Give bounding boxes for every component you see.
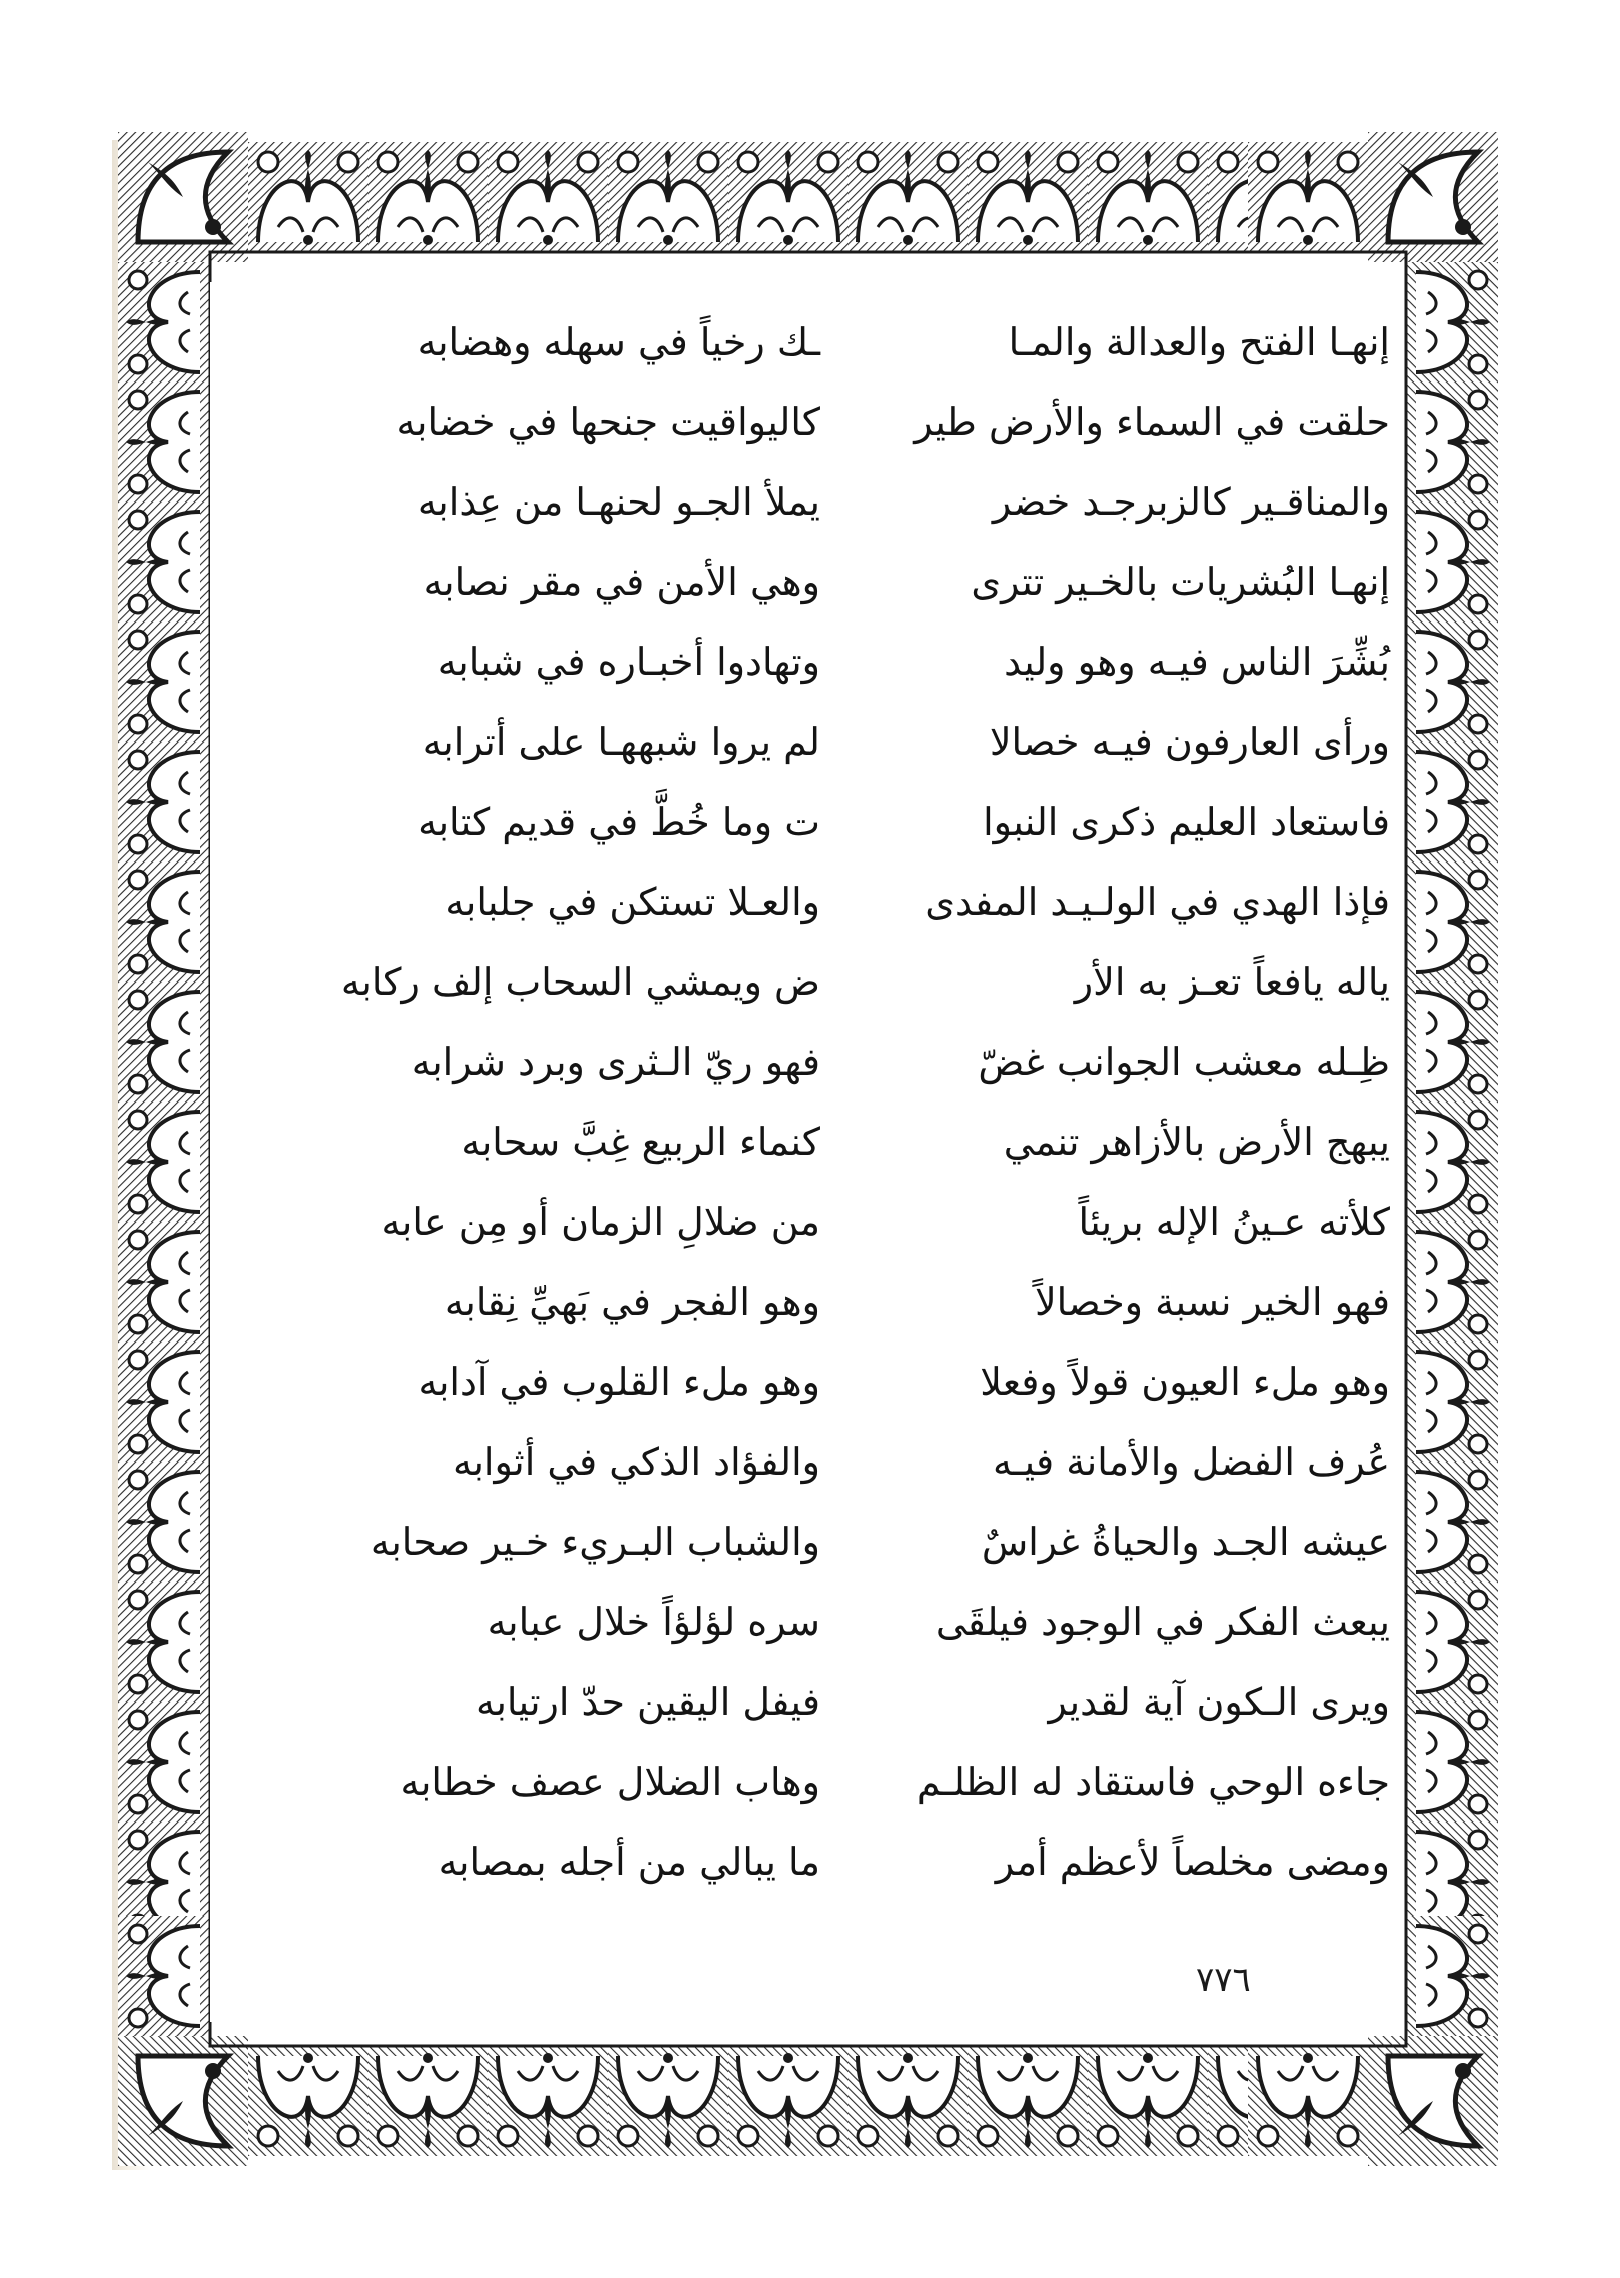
verse-7 <box>320 782 1390 862</box>
hemistich-left: سره لؤلؤاً خلال عبابه <box>487 1600 820 1644</box>
hemistich-right: يبعث الفكر في الوجود فيلقَى <box>935 1600 1390 1644</box>
hemistich-left: والعـلا تستكن في جلبابه <box>445 880 820 924</box>
verse-10 <box>320 1022 1390 1102</box>
hemistich-right: بُشِّرَ الناس فيـه وهو وليد <box>1004 640 1390 684</box>
hemistich-right: والمناقـير كالزبرجـد خضر <box>992 480 1390 524</box>
verse-9 <box>320 942 1390 1022</box>
hemistich-right: إنهـا البُشريات بالخـير تترى <box>971 560 1390 604</box>
hemistich-left: والشباب البـريء خـير صحابه <box>370 1520 820 1564</box>
verse-17 <box>320 1582 1390 1662</box>
hemistich-right: ظِـله معشب الجوانب غضّ <box>978 1040 1390 1084</box>
hemistich-right: ويرى الـكون آية لقدير <box>1048 1680 1390 1724</box>
hemistich-left: فهو ريّ الـثرى وبرد شرابه <box>411 1040 820 1084</box>
hemistich-left: وهو ملء القلوب في آدابه <box>418 1360 820 1404</box>
hemistich-right: ورأى العارفون فيـه خصالا <box>989 720 1390 764</box>
hemistich-right: كلأته عـينُ الإله بريئاً <box>1078 1200 1390 1244</box>
hemistich-right: حلقت في السماء والأرض طير <box>914 400 1390 444</box>
verse-12 <box>320 1182 1390 1262</box>
verse-6 <box>320 702 1390 782</box>
hemistich-left: ض ويمشي السحاب إلف ركابه <box>340 960 820 1004</box>
hemistich-left: كنماء الربيع غِبَّ سحابه <box>461 1120 820 1164</box>
hemistich-right: ومضى مخلصاً لأعظم أمر <box>995 1840 1390 1884</box>
hemistich-left: ما يبالي من أجله بمصابه <box>438 1840 820 1884</box>
hemistich-right: فهو الخير نسبة وخصالاً <box>1034 1280 1390 1324</box>
hemistich-right: عُرف الفضل والأمانة فيـه <box>993 1440 1390 1484</box>
hemistich-right: عيشه الجـد والحياةُ غراسٌ <box>981 1520 1390 1564</box>
hemistich-left: ـك رخياً في سهله وهضابه <box>417 320 820 364</box>
hemistich-right: فإذا الهدي في الولـيـد المفدى <box>925 880 1390 924</box>
hemistich-left: فيفل اليقين حدّ ارتيابه <box>475 1680 820 1724</box>
verse-11 <box>320 1102 1390 1182</box>
page-number: ٧٧٦ <box>1196 1960 1251 2000</box>
hemistich-right: وهو ملء العيون قولاً وفعلا <box>980 1360 1390 1404</box>
verse-5 <box>320 622 1390 702</box>
verse-20 <box>320 1822 1390 1902</box>
hemistich-right: جاءه الوحي فاستقاد له الظلـم <box>916 1760 1390 1804</box>
verse-18 <box>320 1662 1390 1742</box>
hemistich-left: لم يروا شبههـا على أترابه <box>422 720 820 764</box>
hemistich-left: وهاب الضلال عصف خطابه <box>400 1760 820 1804</box>
poem-text-area <box>210 282 1390 2022</box>
hemistich-right: فاستعاد العليم ذكرى النبوا <box>983 800 1390 844</box>
verse-8 <box>320 862 1390 942</box>
verse-19 <box>320 1742 1390 1822</box>
verse-3 <box>320 462 1390 542</box>
hemistich-right: ياله يافعاً تعـز به الأر <box>1074 960 1390 1004</box>
verse-14 <box>320 1342 1390 1422</box>
hemistich-left: وتهادوا أخبـاره في شبابه <box>437 640 820 684</box>
hemistich-left: والفؤاد الذكي في أثوابه <box>452 1440 820 1484</box>
hemistich-left: وهو الفجر في بَهيِّ نِقابه <box>444 1280 820 1324</box>
hemistich-right: إنهـا الفتح والعدالة والمـا <box>1008 320 1390 364</box>
hemistich-left: يملأ الجـو لحنهـا من عِذابه <box>417 480 820 524</box>
verse-1 <box>320 302 1390 382</box>
verse-13 <box>320 1262 1390 1342</box>
verse-15 <box>320 1422 1390 1502</box>
verse-16 <box>320 1502 1390 1582</box>
hemistich-left: ت وما خُطَّ في قديم كتابه <box>418 800 820 844</box>
hemistich-right: يبهج الأرض بالأزاهر تنمي <box>1003 1120 1390 1164</box>
hemistich-left: من ضلالِ الزمان أو مِن عابه <box>381 1200 820 1244</box>
hemistich-left: وهي الأمن في مقر نصابه <box>423 560 820 604</box>
hemistich-left: كاليواقيت جنحها في خضابه <box>396 400 820 444</box>
verse-4 <box>320 542 1390 622</box>
verse-2 <box>320 382 1390 462</box>
